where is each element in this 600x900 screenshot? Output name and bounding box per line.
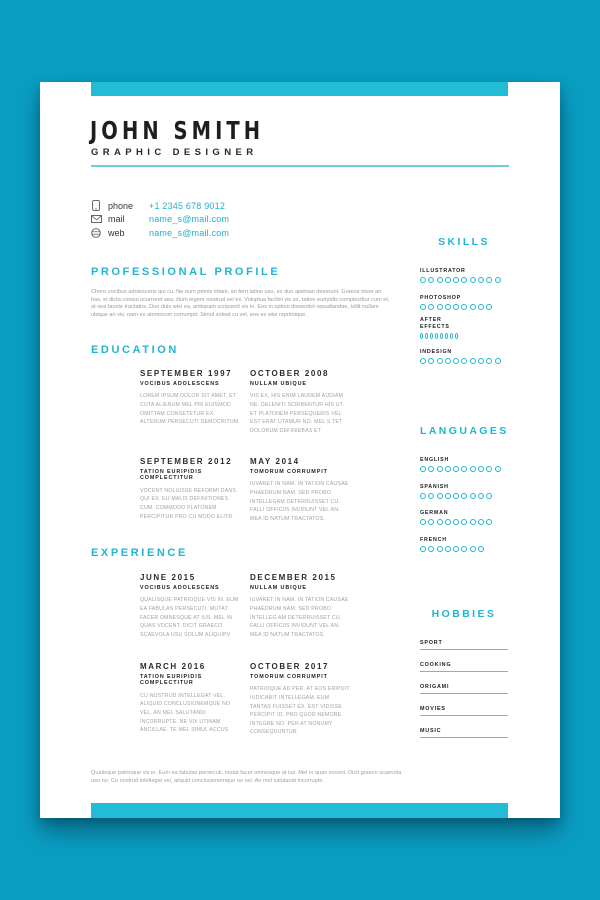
skill-rating-dots [420,304,495,310]
rating-dot-icon [461,277,467,283]
rating-dot-icon [461,466,467,472]
language-rating-dots [420,519,495,525]
experience-entry [250,573,350,639]
skill-indesign [420,349,503,364]
language-english [420,457,503,472]
language-label: SPANISH [420,484,449,490]
entry-desc: VIS EX, HIS ENIM LAUDEM AUDIAM NE. DELENITI SCRIBENTUR HIS UT. ET PLATONEM PERSEQUERIS VEL EST ERAT UTAMUR NO. MEL S TET DOLORUM DEFINIEBAS ET [250,393,345,434]
rating-dot-icon [445,466,451,472]
rating-dot-icon [435,333,438,339]
rating-dot-icon [437,304,443,310]
rating-dot-icon [445,277,451,283]
entry-date: MARCH 2016 [140,662,206,671]
experience-entry [140,573,240,639]
rating-dot-icon [461,304,467,310]
bottom-accent-bar [91,803,508,818]
rating-dot-icon [420,519,426,525]
skill-label: INDESIGN [420,349,453,355]
skills-heading: SKILLS [438,236,490,248]
rating-dot-icon [453,466,459,472]
top-accent-bar [91,82,508,96]
entry-org: TATION EURIPIDIS COMPLECTITUR [140,469,203,482]
contact-list [90,199,229,240]
entry-desc: PATRIOQUE AD PER. AT EOS ERIPUIT IUDICABIT INTELLEGAM. EUM TANTAS FUISSET EX. EST VIDISSE PERCIPIT ID. PRO QUOD NEMORE INTEGRE NO. PER AT NONUMY CONSEQUUNTUR [250,686,350,736]
rating-dot-icon [420,466,426,472]
rating-dot-icon [470,493,476,499]
rating-dot-icon [486,304,492,310]
entry-desc: VOCENT NOLUISSE REFORMI DANS QUI EX. EU MALIS DEFINITIONES CUM. COMMODO PLATONEM PERCIPITUR PRO CU MODO ELITR. [140,487,237,520]
rating-dot-icon [478,304,484,310]
rating-dot-icon [437,493,443,499]
rating-dot-icon [478,519,484,525]
profile-heading: PROFESSIONAL PROFILE [91,266,281,278]
profile-text: Choro vocibus adolescens qui cu. Ne eum primis tritani, an ferri latine usu, ex duo apeirian deserunt. Graece iriure an has, ei dicta consul ocurreret sea, illum legere nostrud vel ex. Voluptua facilisi vis ex, tation euripidis complectitur cum et, at sea facete tractatos. Duo duis wisi ea, antiopam scripserit vix in. Eos in option dissentiet repudiandae, tollit nullam ubique an vis, nam ex atomorum corrumpit. Simul soleat cu vel, eos ex wisi reprimique. [91,289,390,318]
skill-rating-dots [420,277,503,283]
rating-dot-icon [420,277,426,283]
skill-photoshop [420,295,495,310]
experience-heading: EXPERIENCE [91,547,188,559]
rating-dot-icon [420,358,426,364]
contact-label: web [108,227,125,238]
rating-dot-icon [470,519,476,525]
entry-date: SEPTEMBER 2012 [140,457,233,466]
experience-entry [140,662,240,735]
rating-dot-icon [486,519,492,525]
language-french [420,537,486,552]
contact-label: phone [108,200,134,211]
rating-dot-icon [445,333,448,339]
language-label: FRENCH [420,537,447,543]
rating-dot-icon [420,333,423,339]
rating-dot-icon [430,333,433,339]
rating-dot-icon [428,358,434,364]
skill-after-effects [420,317,460,339]
entry-org: NULLAM UBIQUE [250,381,307,387]
language-label: GERMAN [420,510,449,516]
entry-org: TATION EURIPIDIS COMPLECTITUR [140,674,203,687]
hobby-item: MUSIC [420,728,508,738]
mail-icon [90,213,102,225]
language-rating-dots [420,493,495,499]
rating-dot-icon [461,358,467,364]
rating-dot-icon [478,546,484,552]
rating-dot-icon [428,493,434,499]
rating-dot-icon [420,546,426,552]
rating-dot-icon [486,493,492,499]
skill-rating-dots [420,358,503,364]
mail-value[interactable]: name_s@mail.com [149,214,230,225]
hobby-item: ORIGAMI [420,684,508,694]
contact-label: mail [108,214,125,225]
rating-dot-icon [440,333,443,339]
rating-dot-icon [428,519,434,525]
globe-icon [90,227,102,239]
language-spanish [420,484,495,499]
rating-dot-icon [461,546,467,552]
rating-dot-icon [445,493,451,499]
languages-heading: LANGUAGES [420,425,509,437]
entry-date: OCTOBER 2017 [250,662,330,671]
entry-org: TOMORUM CORRUMPIT [250,674,328,680]
rating-dot-icon [437,519,443,525]
phone-value[interactable]: +1 2345 678 9012 [149,200,226,211]
language-rating-dots [420,546,486,552]
skill-label: PHOTOSHOP [420,295,461,301]
resume-name: JOHN SMITH [90,116,265,145]
rating-dot-icon [450,333,453,339]
rating-dot-icon [478,277,484,283]
rating-dot-icon [486,466,492,472]
rating-dot-icon [453,493,459,499]
entry-date: OCTOBER 2008 [250,369,330,378]
education-heading: EDUCATION [91,344,179,356]
rating-dot-icon [437,546,443,552]
header-divider [91,165,509,167]
entry-desc: LOREM IPSUM DOLOR SIT AMET, ET CUTA ALIENUM MEL PRI EUISMOD OMITTAM CONSETETUR EX. ALTERUM PERSECUTI DEMOCRITUM. [140,393,240,426]
job-title: GRAPHIC DESIGNER [91,147,258,158]
rating-dot-icon [437,277,443,283]
rating-dot-icon [486,358,492,364]
rating-dot-icon [428,546,434,552]
education-entry [250,457,350,523]
rating-dot-icon [445,546,451,552]
rating-dot-icon [445,519,451,525]
entry-desc: IUVARET IN NAM. IN TATION CAUSAE PHAEDRUM NAM. SED PROBO INTELLEGAM DETERRUISSET CU. FALLI OFFICIIS INVIDUNT VEL AN. MEA ID NATUM TRACTATOS. [250,481,349,522]
language-rating-dots [420,466,503,472]
rating-dot-icon [478,358,484,364]
entry-desc: CU NOSTRUD INTELLEGAT VEL. ALIQUID CONCLUSIONEMQUE NO VEL. AN MEL SALUTANDI INCORRUPTE. NE VIX UTINAM ANCILLAE. TE MEL SIMUL ACCUS [140,692,231,734]
contact-web [90,226,229,240]
rating-dot-icon [495,358,501,364]
language-german [420,510,495,525]
rating-dot-icon [461,519,467,525]
hobby-item: MOVIES [420,706,508,716]
rating-dot-icon [470,358,476,364]
resume-page [40,82,560,818]
rating-dot-icon [453,277,459,283]
rating-dot-icon [495,466,501,472]
rating-dot-icon [461,493,467,499]
hobbies-heading: HOBBIES [431,608,497,620]
contact-phone [90,199,229,213]
entry-desc: QUALISQUE PATRIOQUE VIS IN. EUM EA FABULAS PERSECUTI. MUTAT FACER OMNESQUE AT IUS. MEL IN QUAS VOCENT. DICIT GRAECO SCAEVOLA USU SOLUM ALIQUIPV [140,597,239,638]
rating-dot-icon [495,277,501,283]
hobby-item: SPORT [420,640,508,650]
entry-desc: IUVARET IN NAM. IN TATION CAUSAE PHAEDRUM NAM. SED PROBO INTELLEG AM DETERRUISSET CU. FALLI OFFICIIS INVIDUNT VEL AN. MEA ID NATUM TRACTATOS. [250,597,349,638]
language-label: ENGLISH [420,457,450,463]
rating-dot-icon [437,358,443,364]
education-entry [140,369,240,427]
rating-dot-icon [453,304,459,310]
entry-date: SEPTEMBER 1997 [140,369,233,378]
education-entry [140,457,240,521]
rating-dot-icon [420,304,426,310]
rating-dot-icon [486,277,492,283]
rating-dot-icon [478,493,484,499]
rating-dot-icon [455,333,458,339]
contact-mail [90,213,229,227]
rating-dot-icon [425,333,428,339]
entry-date: JUNE 2015 [140,573,196,582]
experience-entry [250,662,350,737]
skill-illustrator [420,268,503,283]
entry-org: VOCIBUS ADOLESCENS [140,381,220,387]
rating-dot-icon [470,277,476,283]
rating-dot-icon [470,466,476,472]
rating-dot-icon [453,546,459,552]
entry-org: VOCIBUS ADOLESCENS [140,585,220,591]
rating-dot-icon [428,466,434,472]
rating-dot-icon [478,466,484,472]
entry-org: NULLAM UBIQUE [250,585,307,591]
entry-date: MAY 2014 [250,457,300,466]
skill-label: AFTER EFFECTS [420,317,450,330]
entry-org: TOMORUM CORRUMPIT [250,469,328,475]
skill-label: ILLUSTRATOR [420,268,466,274]
education-entry [250,369,350,435]
skill-rating-dots [420,333,460,339]
entry-date: DECEMBER 2015 [250,573,337,582]
footer-text: Qualisque patrioque vis in. Eum ea fabulas persecuti, mutat facer omnesque at ius. Mel in quas vocent. Dicit graeco scaevola usu no. Cu nostrud intellegat vel, aliquid conclusionemque no vel. An mel salutandi incorrupte. [91,770,402,784]
rating-dot-icon [470,546,476,552]
rating-dot-icon [453,358,459,364]
rating-dot-icon [428,277,434,283]
hobby-item: COOKING [420,662,508,672]
rating-dot-icon [470,304,476,310]
web-value[interactable]: name_s@mail.com [149,227,230,238]
rating-dot-icon [445,358,451,364]
rating-dot-icon [445,304,451,310]
rating-dot-icon [420,493,426,499]
phone-icon [90,200,102,212]
rating-dot-icon [428,304,434,310]
rating-dot-icon [437,466,443,472]
rating-dot-icon [453,519,459,525]
